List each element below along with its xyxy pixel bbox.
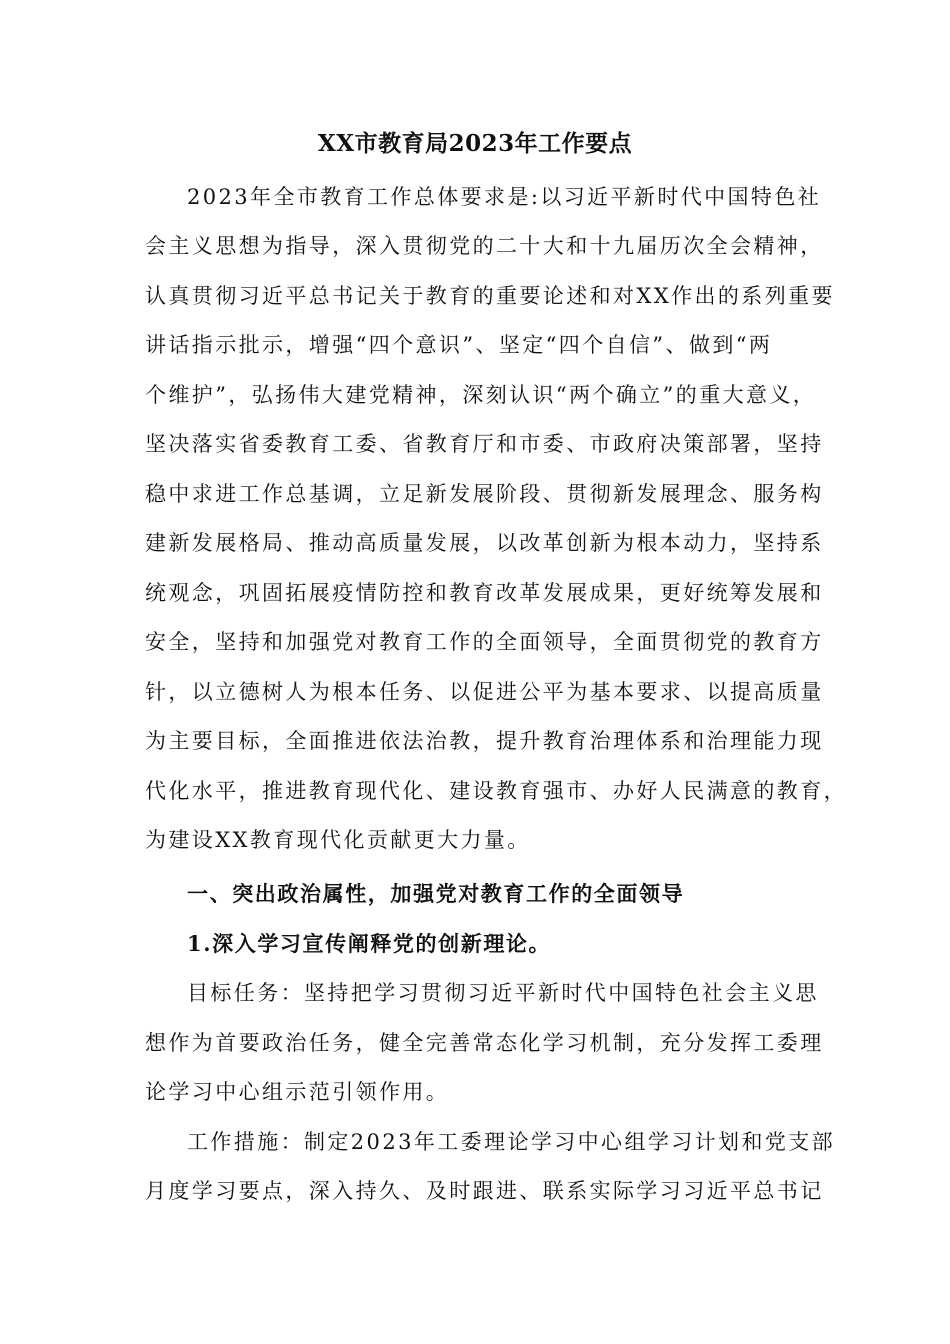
section-heading: 一、突出政治属性，加强党对教育工作的全面领导	[187, 881, 685, 906]
measure-line: 工作措施：制定2023年工委理论学习中心组学习计划和党支部	[187, 1130, 836, 1154]
intro-line: 建新发展格局、推动高质量发展，以改革创新为根本动力，坚持系	[145, 531, 824, 555]
intro-line: 个维护”，弘扬伟大建党精神，深刻认识“两个确立”的重大意义，	[145, 383, 817, 407]
intro-line: 会主义思想为指导，深入贯彻党的二十大和十九届历次全会精神，	[145, 234, 824, 258]
intro-line: 为主要目标，全面推进依法治教，提升教育治理体系和治理能力现	[145, 729, 824, 753]
intro-line: 讲话指示批示，增强“四个意识”、坚定“四个自信”、做到“两	[145, 333, 773, 357]
intro-line: 针，以立德树人为根本任务、以促进公平为基本要求、以提高质量	[145, 680, 824, 704]
intro-line: 代化水平，推进教育现代化、建设教育强市、办好人民满意的教育，	[145, 779, 847, 803]
measure-line: 月度学习要点，深入持久、及时跟进、联系实际学习习近平总书记	[145, 1179, 824, 1203]
intro-line: 稳中求进工作总基调，立足新发展阶段、贯彻新发展理念、服务构	[145, 482, 824, 506]
item-heading: 1.深入学习宣传阐释党的创新理论。	[187, 931, 552, 956]
intro-line: 2023年全市教育工作总体要求是:以习近平新时代中国特色社	[187, 185, 822, 209]
intro-line: 认真贯彻习近平总书记关于教育的重要论述和对XX作出的系列重要	[145, 284, 835, 308]
intro-line: 为建设XX教育现代化贡献更大力量。	[145, 828, 531, 852]
intro-line: 统观念，巩固拓展疫情防控和教育改革发展成果，更好统筹发展和	[145, 581, 824, 605]
target-line: 想作为首要政治任务，健全完善常态化学习机制，充分发挥工委理	[145, 1031, 824, 1055]
intro-line: 坚决落实省委教育工委、省教育厅和市委、市政府决策部署，坚持	[145, 432, 824, 456]
intro-line: 安全，坚持和加强党对教育工作的全面领导，全面贯彻党的教育方	[145, 630, 824, 654]
target-line: 论学习中心组示范引领作用。	[145, 1080, 450, 1104]
document-title: XX市教育局2023年工作要点	[317, 130, 633, 157]
target-line: 目标任务：坚持把学习贯彻习近平新时代中国特色社会主义思	[187, 981, 819, 1005]
